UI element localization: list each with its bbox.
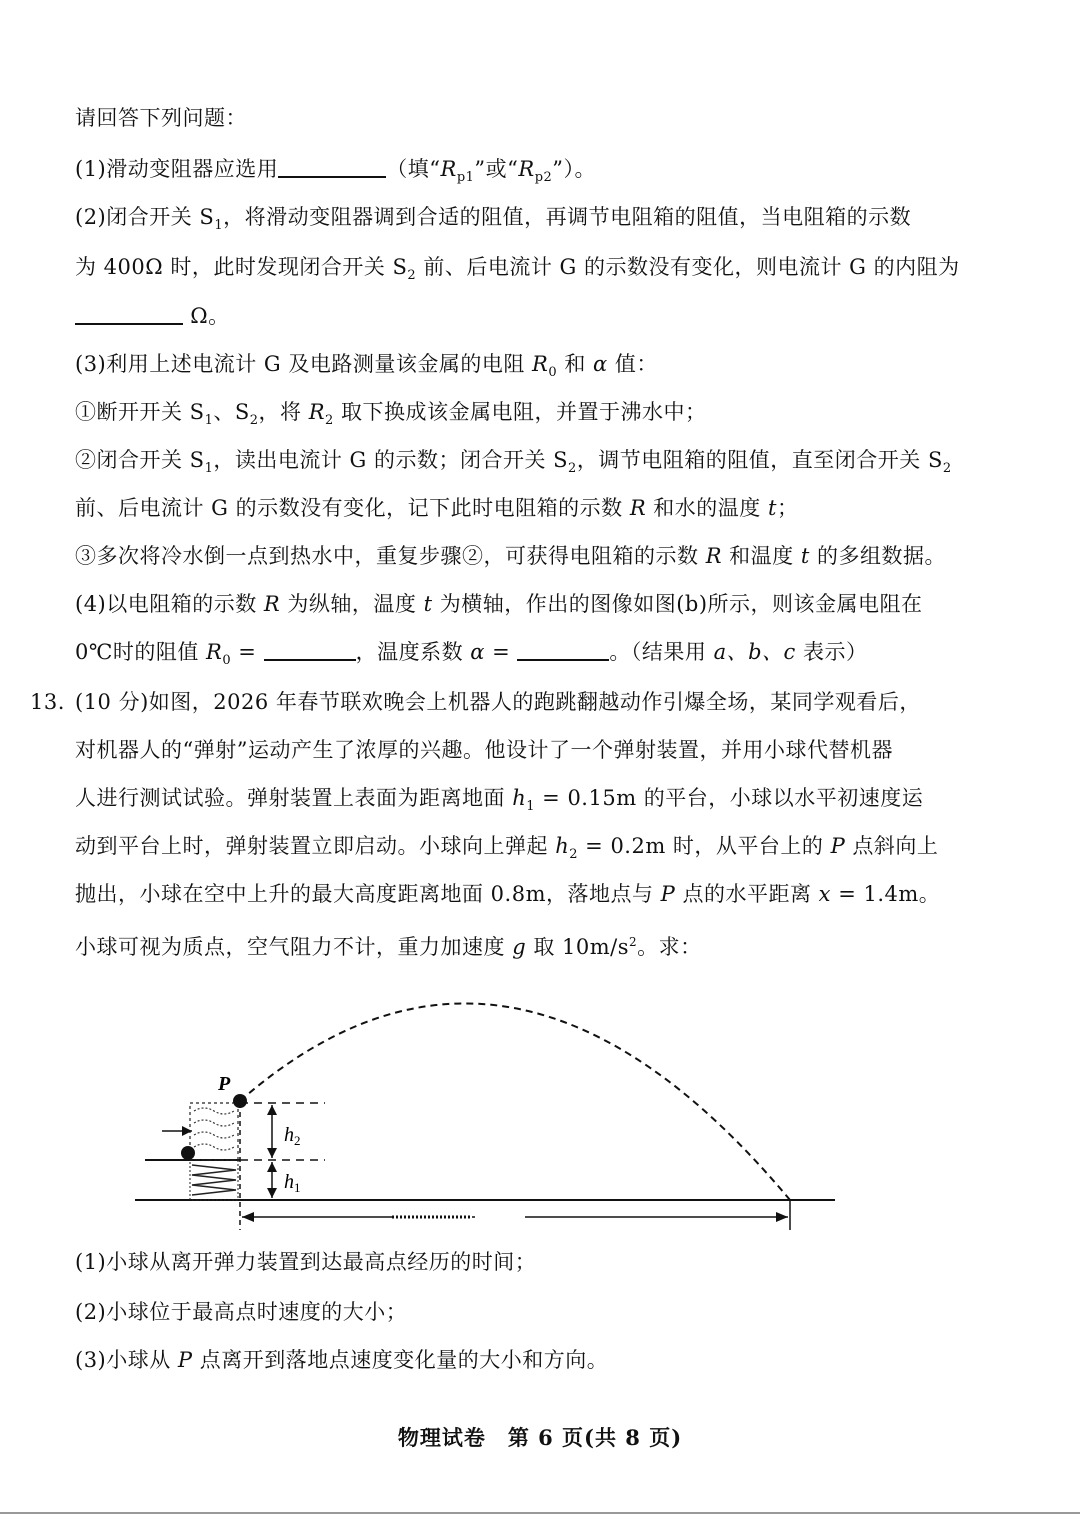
question-number: 13. <box>30 690 65 714</box>
ball-on-platform <box>181 1146 195 1160</box>
question-3-step-3: ③多次将冷水倒一点到热水中，重复步骤②，可获得电阻箱的示数 R 和温度 t 的多组数据。 <box>75 544 946 568</box>
question-3-step-2-cont: 前、后电流计 G 的示数没有变化，记下此时电阻箱的示数 R 和水的温度 t； <box>75 496 799 520</box>
question-13-line-6: 小球可视为质点，空气阻力不计，重力加速度 g 取 $10m/s^2$。求： <box>75 935 702 959</box>
trajectory-curve <box>240 1003 790 1200</box>
subquestion-1: (1)小球从离开弹力装置到达最高点经历的时间； <box>75 1250 537 1274</box>
page-footer: 物理试卷 第 6 页(共 8 页) <box>397 1425 683 1450</box>
question-13-line-4: 动到平台上时，弹射装置立即启动。小球向上弹起 $h_2 = 0.2m$ 时，从平台上的 P 点斜向上 <box>75 834 939 863</box>
answer-blank-r0[interactable] <box>264 639 356 661</box>
question-1: (1)滑动变阻器应选用 （填“$R_{p1}$”或“$R_{p2}$”）。 <box>75 157 597 186</box>
spring-upper <box>190 1103 238 1160</box>
answer-blank-1[interactable] <box>278 156 386 178</box>
distance-x-dimension <box>242 1200 790 1230</box>
question-3-step-2: ②闭合开关 $S_1$，读出电流计 G 的示数；闭合开关 $S_2$，调节电阻箱的阻值，直至闭合开关 $S_2$ <box>75 448 952 477</box>
h1-dimension <box>267 1162 277 1198</box>
question-13-line-1: 13. (10 分)如图，2026 年春节联欢晚会上机器人的跑跳翻越动作引爆全场，某同学观看后， <box>30 690 921 714</box>
question-13-line-2: 对机器人的“弹射”运动产生了浓厚的兴趣。他设计了一个弹射装置，并用小球代替机器 <box>75 738 893 762</box>
h2-dimension <box>267 1105 277 1158</box>
answer-blank-alpha[interactable] <box>517 639 609 661</box>
question-4-line-1: (4)以电阻箱的示数 R 为纵轴，温度 t 为横轴，作出的图像如图(b)所示，则该金属电阻在 <box>75 592 923 616</box>
question-2-line-3: Ω。 <box>75 302 960 330</box>
question-2-line-2: 为 400Ω 时，此时发现闭合开关 $S_2$ 前、后电流计 G 的示数没有变化，则电流计 G 的内阻为 <box>75 255 960 284</box>
answer-blank-2[interactable] <box>75 303 183 325</box>
subquestion-3: (3)小球从 P 点离开到落地点速度变化量的大小和方向。 <box>75 1348 609 1372</box>
scan-edge-line <box>0 1512 1080 1514</box>
question-13-line-5: 抛出，小球在空中上升的最大高度距离地面 0.8m，落地点与 P 点的水平距离 x = 1.4m。 <box>75 882 941 906</box>
subquestion-2: (2)小球位于最高点时速度的大小； <box>75 1300 408 1324</box>
question-3-step-1: ①断开开关 $S_1$、$S_2$，将 $R_2$ 取下换成该金属电阻，并置于沸水中； <box>75 400 707 429</box>
question-13-line-3: 人进行测试试验。弹射装置上表面为距离地面 $h_1 = 0.15m$ 的平台，小球以水平初速度运 <box>75 786 924 815</box>
projectile-figure <box>130 975 850 1235</box>
question-2-line-1: (2)闭合开关 $S_1$，将滑动变阻器调到合适的阻值，再调节电阻箱的阻值，当电阻箱的示数 <box>75 205 912 234</box>
spring-lower <box>190 1160 238 1200</box>
question-4-line-2: 0℃时的阻值 $R_0$ = ，温度系数 α = 。（结果用 a、b、c 表示） <box>75 640 868 669</box>
label-h1: $h_1$ <box>284 1171 301 1195</box>
label-p: P <box>218 1073 231 1095</box>
intro-line: 请回答下列问题： <box>75 106 247 130</box>
question-3-head: (3)利用上述电流计 G 及电路测量该金属的电阻 $R_0$ 和 α 值： <box>75 352 658 381</box>
incoming-arrow <box>162 1126 192 1136</box>
label-h2: $h_2$ <box>284 1124 301 1148</box>
